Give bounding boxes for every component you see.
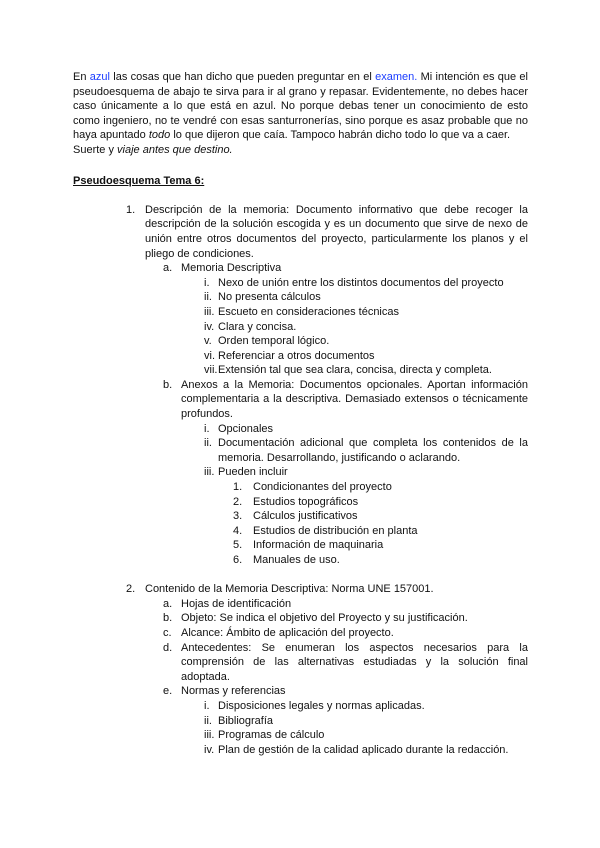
list-marker-text: ii.: [204, 291, 212, 304]
list-marker: 1.: [126, 203, 136, 216]
list-item: [126, 582, 528, 597]
list-marker: 4.: [233, 524, 243, 537]
list-item: [233, 480, 528, 495]
list-item-text: Pueden incluir: [218, 466, 288, 479]
list-item: [163, 378, 528, 422]
list-marker: [181, 320, 218, 335]
list-marker-text: vi.: [204, 349, 215, 362]
list-item-text: Extensión tal que sea clara, concisa, directa y completa.: [218, 364, 492, 377]
list-marker: 3.: [233, 510, 243, 523]
list-marker-text: ii.: [204, 437, 212, 450]
list-marker: [181, 349, 218, 364]
list-marker: b.: [163, 378, 173, 391]
intro-paragraph: [73, 70, 528, 143]
list-item: [181, 349, 528, 364]
list-item: [163, 597, 528, 612]
list-marker: [181, 290, 218, 305]
list-marker-text: i.: [204, 422, 210, 435]
list-item: [181, 743, 528, 758]
list-marker-text: iii.: [204, 466, 215, 479]
list-marker-text: iii.: [204, 305, 215, 318]
list-item: [126, 203, 528, 261]
list-marker: b.: [163, 612, 173, 625]
list-marker: d.: [163, 641, 173, 654]
list-item: [233, 495, 528, 510]
list-item-text: Cálculos justificativos: [253, 510, 358, 523]
list-marker: [181, 276, 218, 291]
list-item: [181, 334, 528, 349]
list-item-text: Bibliografía: [218, 714, 274, 727]
list-marker: 1.: [233, 481, 243, 494]
list-marker: [181, 363, 218, 378]
list-item-text: Anexos a la Memoria: Documentos opcionales. Aportan información complementaria a la descriptiva. Demasiado extensos o técnicamente profundos.: [181, 378, 528, 421]
list-item: [181, 290, 528, 305]
spacer: [73, 568, 528, 583]
list-item-text: Antecedentes: Se enumeran los aspectos necesarios para la comprensión de las alternativas estudiadas y la solución final adoptada.: [181, 641, 528, 683]
list-item: [163, 641, 528, 685]
list-item-text: Memoria Descriptiva: [181, 262, 282, 275]
list-marker: a.: [163, 597, 173, 610]
outline-list: [73, 203, 528, 758]
farewell-italic: viaje antes que destino.: [117, 143, 233, 156]
list-item: [181, 699, 528, 714]
intro-text: lo que dijeron que caía. Tampoco habrán dicho todo lo que va a caer.: [170, 129, 511, 142]
list-marker-text: iv.: [204, 743, 215, 756]
list-marker: [181, 743, 218, 758]
list-marker: 2.: [126, 583, 136, 596]
list-item-text: Nexo de unión entre los distintos documentos del proyecto: [218, 276, 504, 289]
list-item: [233, 553, 528, 568]
list-marker: [181, 699, 218, 714]
list-item: [233, 524, 528, 539]
list-marker-text: v.: [204, 335, 212, 348]
intro-text: Mi intención es que el pseudoesquema de abajo te sirva para ir al grano y repasar. Evidentemente, no debes hacer caso únicamente a lo que está en azul. No porque debas tener un conocimiento de esto como ingeniero, no te vendré con esas santurronerías, sino porque es asaz probable que no haya apuntado: [73, 71, 528, 142]
list-item-text: Estudios de distribución en planta: [253, 524, 418, 537]
list-item-text: No presenta cálculos: [218, 291, 321, 304]
list-item: [233, 538, 528, 553]
list-marker: 6.: [233, 554, 243, 566]
list-marker-text: i.: [204, 276, 210, 289]
list-marker: [181, 465, 218, 480]
list-item: [181, 305, 528, 320]
list-item-text: Orden temporal lógico.: [218, 335, 330, 348]
list-item-text: Estudios topográficos: [253, 495, 359, 508]
list-item-text: Información de maquinaria: [253, 539, 384, 552]
list-item-text: Descripción de la memoria: Documento informativo que debe recoger la descripción de la solución escogida y es un documento que sirve de nexo de unión entre otros documentos del proyecto, particularmente los planos y el pliego de condiciones.: [145, 203, 528, 260]
blue-text-examen: examen.: [375, 71, 418, 83]
list-item: [181, 714, 528, 729]
list-marker: [181, 422, 218, 437]
list-item-text: Alcance: Ámbito de aplicación del proyecto.: [181, 626, 394, 639]
list-marker: 5.: [233, 539, 243, 552]
list-item-text: Plan de gestión de la calidad aplicado durante la redacción.: [218, 743, 509, 756]
list-marker: e.: [163, 685, 173, 698]
list-marker: [181, 334, 218, 349]
list-item-text: Hojas de identificación: [181, 597, 292, 610]
list-marker-text: iv.: [204, 320, 215, 333]
section-title: Pseudoesquema Tema 6:: [73, 174, 205, 187]
farewell-line: [73, 143, 528, 158]
list-item: [181, 436, 528, 465]
list-marker: 2.: [233, 495, 243, 508]
list-item: [181, 320, 528, 335]
list-item-text: Referenciar a otros documentos: [218, 349, 375, 362]
list-item-text: Normas y referencias: [181, 685, 286, 698]
list-item: [181, 276, 528, 291]
list-marker: [181, 714, 218, 729]
list-marker-text: ii.: [204, 714, 212, 727]
list-marker: a.: [163, 262, 173, 275]
intro-text: las cosas que han dicho que pueden preguntar en el: [109, 71, 376, 83]
list-item-text: Condicionantes del proyecto: [253, 481, 392, 494]
list-item-text: Objeto: Se indica el objetivo del Proyecto y su justificación.: [181, 612, 468, 625]
list-item: [163, 684, 528, 699]
list-item-text: Contenido de la Memoria Descriptiva: Norma UNE 157001.: [145, 583, 434, 596]
list-item: [181, 465, 528, 480]
list-marker-text: iii.: [204, 729, 215, 742]
list-item: [163, 626, 528, 641]
blue-text-azul: azul: [89, 71, 110, 83]
list-item-text: Documentación adicional que completa los contenidos de la memoria. Desarrollando, justificando o aclarando.: [218, 437, 528, 464]
list-marker-text: i.: [204, 699, 210, 712]
list-item-text: Programas de cálculo: [218, 729, 325, 742]
document-page: [73, 70, 528, 757]
list-item: [181, 363, 528, 378]
list-marker: [181, 436, 218, 465]
list-marker: [181, 305, 218, 320]
list-item-text: Manuales de uso.: [253, 554, 340, 566]
list-item: [233, 509, 528, 524]
italic-todo: todo: [148, 129, 171, 142]
list-marker: [181, 728, 218, 743]
list-marker-text: vii.: [204, 364, 218, 377]
list-item-text: Opcionales: [218, 422, 274, 435]
list-item: [163, 611, 528, 626]
list-item: [181, 422, 528, 437]
list-item-text: Escueto en consideraciones técnicas: [218, 305, 399, 318]
list-item: [163, 261, 528, 276]
intro-text: En: [73, 71, 90, 83]
list-marker: c.: [163, 626, 172, 639]
list-item-text: Disposiciones legales y normas aplicadas.: [218, 699, 425, 712]
farewell-text: Suerte y: [73, 143, 118, 156]
list-item: [181, 728, 528, 743]
list-item-text: Clara y concisa.: [218, 320, 297, 333]
